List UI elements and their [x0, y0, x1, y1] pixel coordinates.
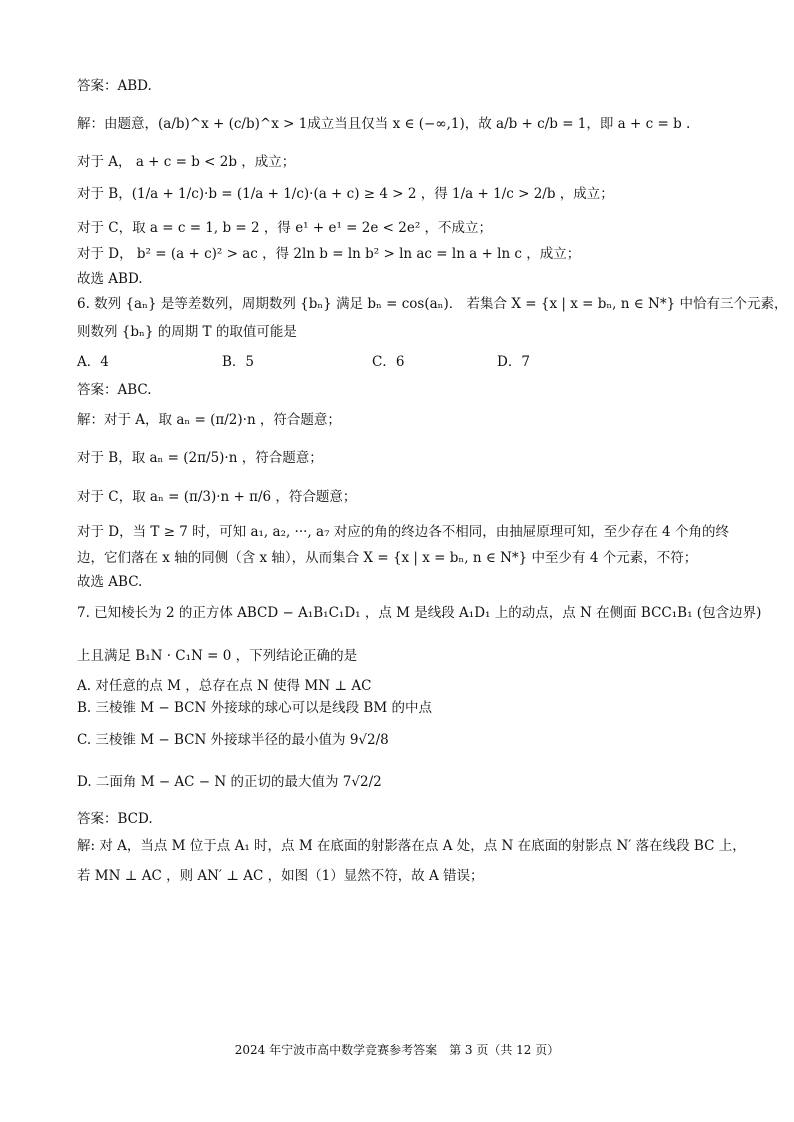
answer-6: 答案：ABC. [77, 382, 152, 398]
answer-7: 答案：BCD. [77, 811, 153, 827]
solution-6-conclusion: 故选 ABC. [77, 574, 143, 590]
solution-5-case-c: 对于 C，取 a = c = 1, b = 2 ，得 e¹ + e¹ = 2e < 2e² ，不成立； [77, 220, 493, 236]
question-7-option-d: D. 二面角 M − AC − N 的正切的最大值为 7√2/2 [77, 774, 382, 790]
solution-6-case-c: 对于 C，取 aₙ = (π/3)·n + π/6 ，符合题意； [77, 489, 357, 505]
solution-5-intro: 解：由题意，(a/b)^x + (c/b)^x > 1成立当且仅当 x ∈ (−∞,1)，故 a/b + c/b = 1，即 a + c = b . [77, 116, 691, 132]
question-6-line-1: 6. 数列 {aₙ} 是等差数列，周期数列 {bₙ} 满足 bₙ = cos(aₙ)． 若集合 X = {x | x = bₙ, n ∈ N*} 中恰有三个元素， [77, 296, 788, 312]
question-7-option-c: C. 三棱锥 M − BCN 外接球半径的最小值为 9√2/8 [77, 732, 389, 748]
solution-6-case-a: 解：对于 A，取 aₙ = (π/2)·n ，符合题意； [77, 412, 341, 428]
question-6-options [77, 352, 530, 372]
solution-6-case-b: 对于 B，取 aₙ = (2π/5)·n ，符合题意； [77, 450, 323, 466]
solution-6-case-d-line-2: 边，它们落在 x 轴的同侧（含 x 轴），从而集合 X = {x | x = bₙ, n ∈ N*} 中至少有 4 个元素，不符； [77, 550, 698, 566]
option-d: D．7 [497, 354, 530, 370]
question-7-option-a: A. 对任意的点 M ，总存在点 N 使得 MN ⊥ AC [77, 678, 372, 694]
solution-5-case-d: 对于 D， b² = (a + c)² > ac ，得 2ln b = ln b² > ln ac = ln a + ln c ，成立； [77, 246, 581, 262]
solution-5-conclusion: 故选 ABD. [77, 271, 143, 287]
solution-6-case-d-line-1: 对于 D，当 T ≥ 7 时，可知 a₁, a₂, ···, a₇ 对应的角的终边各不相同，由抽屉原理可知，至少存在 4 个角的终 [77, 524, 729, 540]
answer-5: 答案：ABD. [77, 78, 152, 94]
page-footer: 2024 年宁波市高中数学竞赛参考答案 第 3 页（共 12 页） [234, 1043, 560, 1057]
question-7-option-b: B. 三棱锥 M − BCN 外接球的球心可以是线段 BM 的中点 [77, 700, 432, 716]
solution-7-line-1: 解: 对 A，当点 M 位于点 A₁ 时，点 M 在底面的射影落在点 A 处，点 N 在底面的射影点 N′ 落在线段 BC 上， [77, 838, 746, 854]
option-b: B．5 [222, 354, 255, 370]
option-a: A．4 [77, 354, 109, 370]
solution-5-case-a: 对于 A， a + c = b < 2b ，成立； [77, 154, 296, 170]
solution-5-case-b: 对于 B，(1/a + 1/c)·b = (1/a + 1/c)·(a + c) ≥ 4 > 2 ，得 1/a + 1/c > 2/b ，成立； [77, 186, 614, 202]
option-c: C．6 [372, 354, 405, 370]
solution-7-line-2: 若 MN ⊥ AC ，则 AN′ ⊥ AC ，如图（1）显然不符，故 A 错误； [77, 868, 484, 884]
question-7-line-2: 上且满足 B₁N · C₁N = 0 ，下列结论正确的是 [77, 648, 358, 664]
question-6-line-2: 则数列 {bₙ} 的周期 T 的取值可能是 [77, 324, 297, 340]
question-7-line-1: 7. 已知棱长为 2 的正方体 ABCD − A₁B₁C₁D₁ ，点 M 是线段 A₁D₁ 上的动点，点 N 在侧面 BCC₁B₁ (包含边界) [77, 605, 762, 621]
